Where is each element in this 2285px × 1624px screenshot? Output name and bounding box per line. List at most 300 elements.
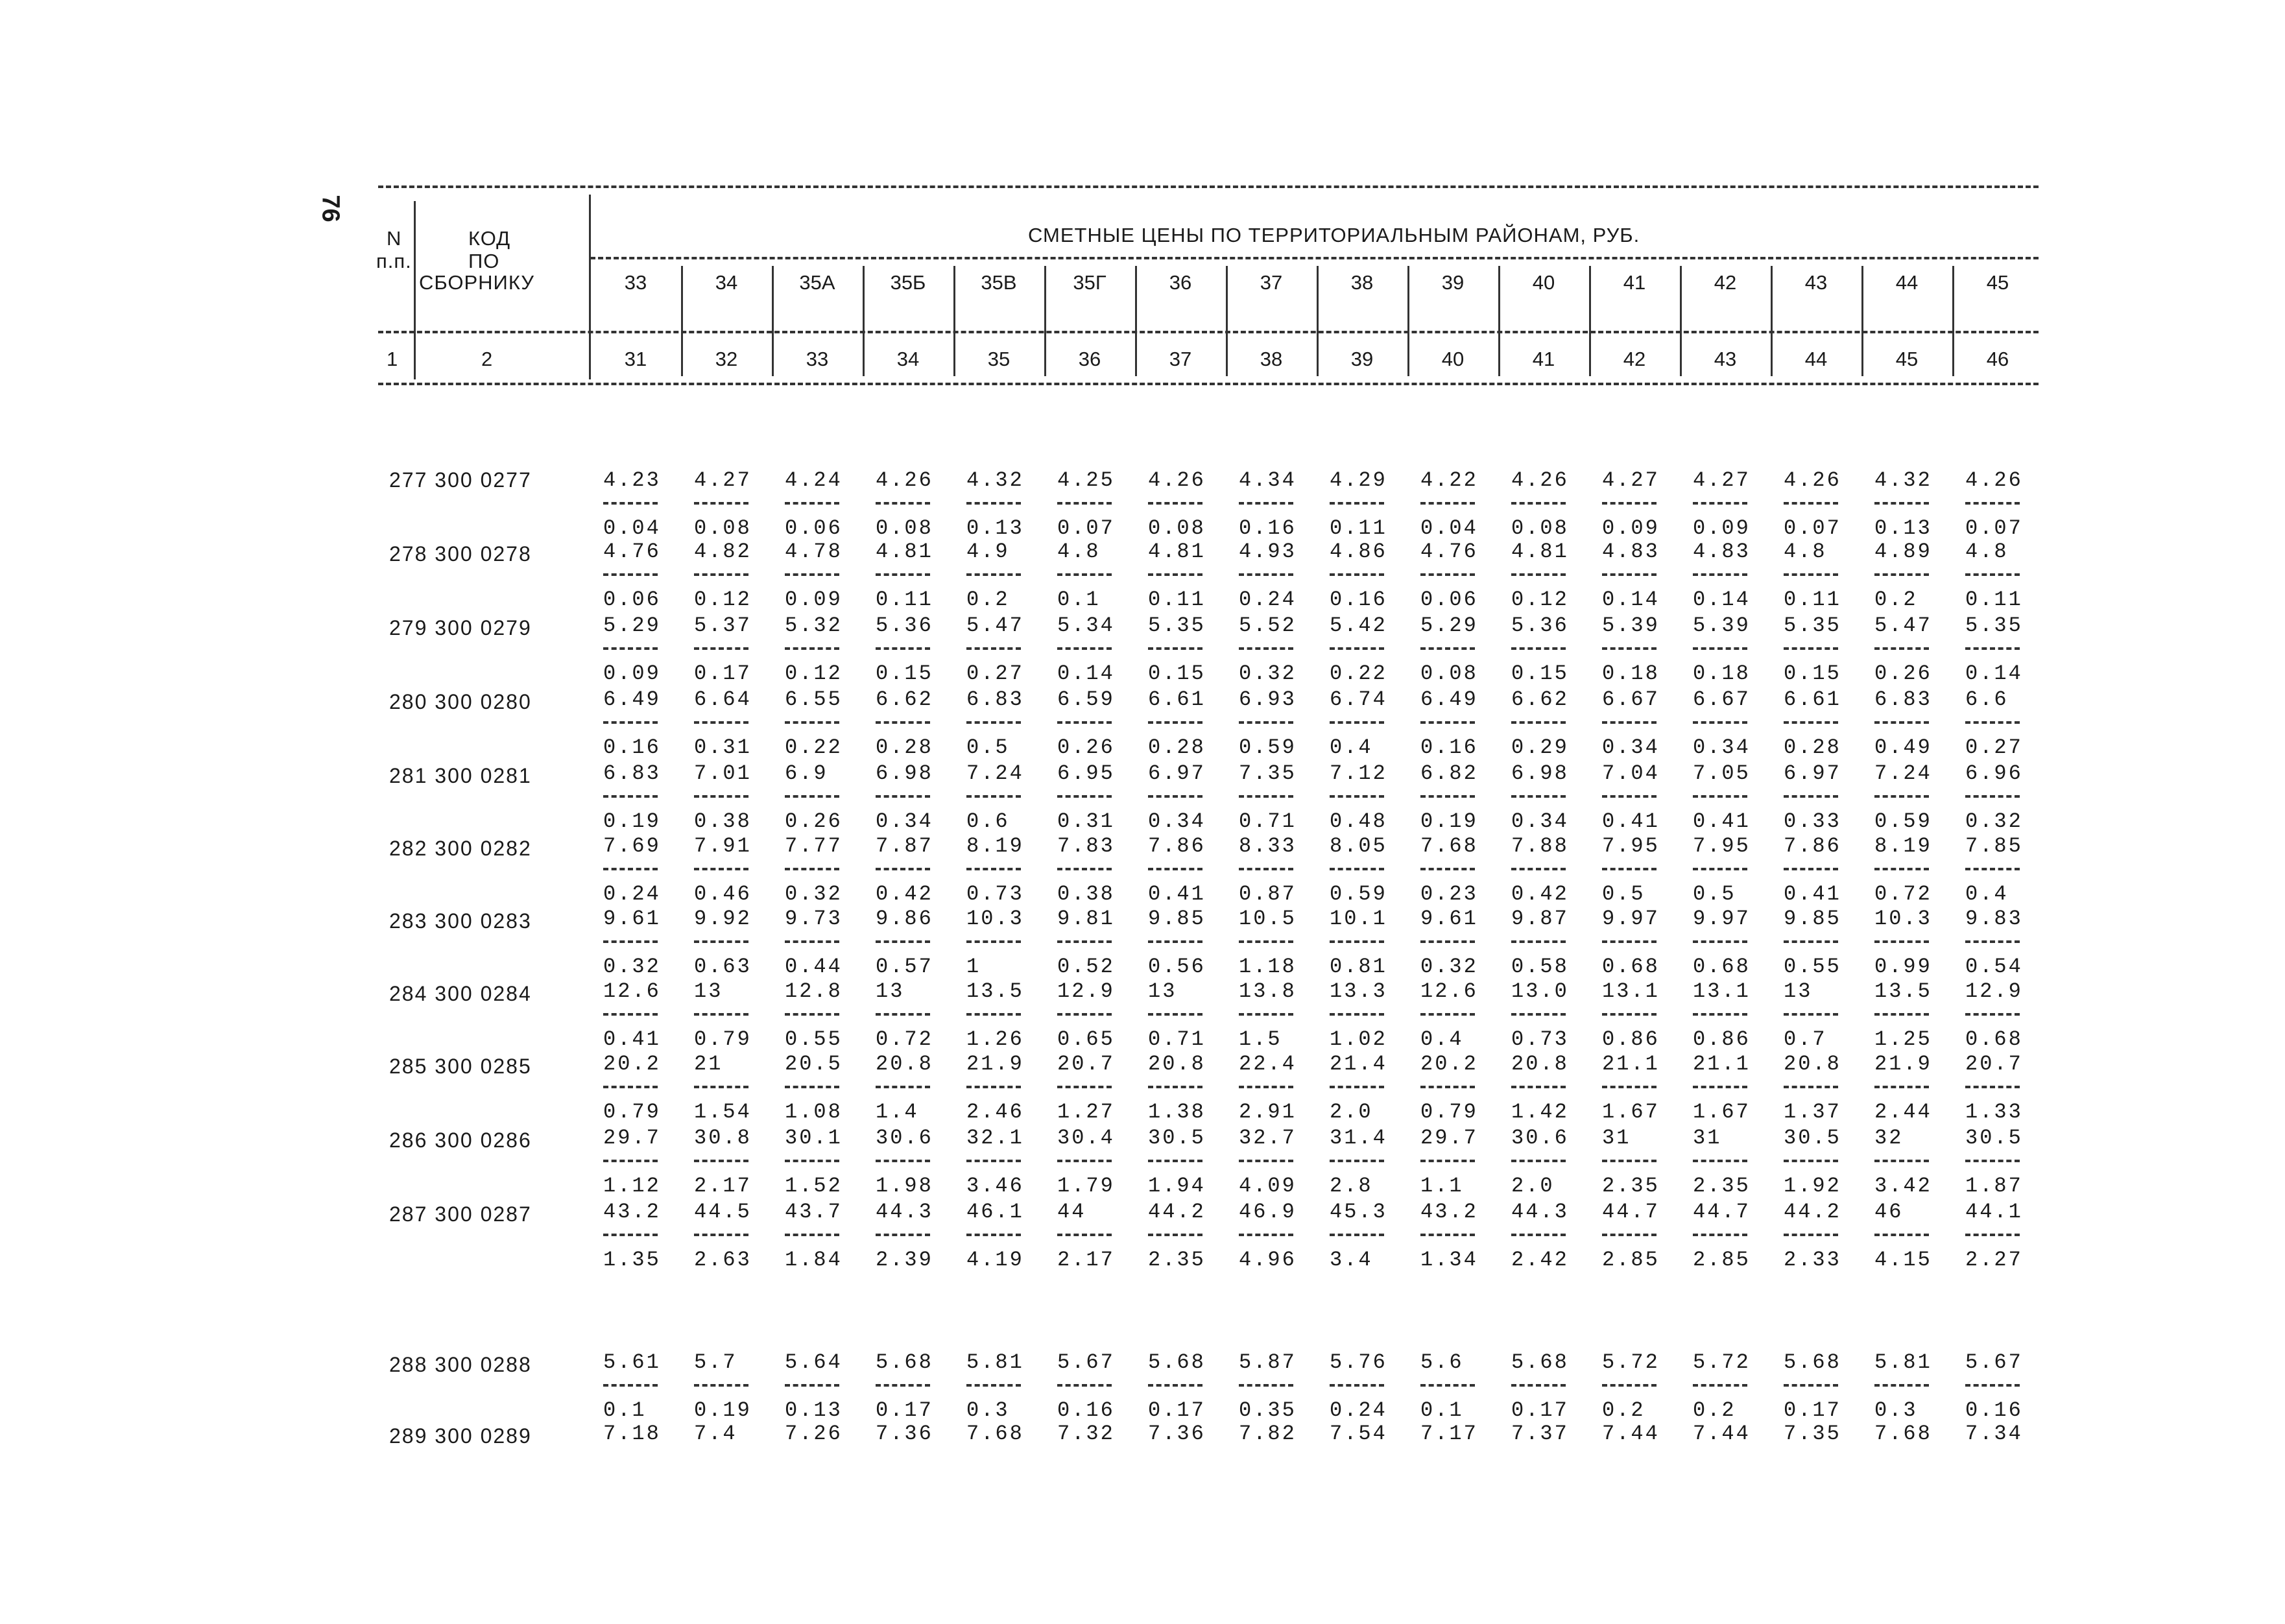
price-value: 5.39 bbox=[1602, 614, 1660, 638]
labor-value: 0.11 bbox=[1330, 516, 1387, 540]
fraction-rule bbox=[785, 1013, 839, 1016]
labor-value: 0.72 bbox=[876, 1027, 933, 1051]
fraction-rule bbox=[1511, 1160, 1566, 1162]
price-value: 7.05 bbox=[1693, 761, 1751, 785]
fraction-rule bbox=[1602, 1234, 1657, 1236]
labor-value: 0.09 bbox=[1693, 516, 1751, 540]
labor-value: 0.65 bbox=[1057, 1027, 1115, 1051]
price-value: 6.6 bbox=[1965, 687, 2009, 711]
price-value: 46 bbox=[1874, 1200, 1904, 1224]
fraction-rule bbox=[876, 1384, 930, 1387]
index-header-13: 43 bbox=[1714, 348, 1737, 370]
fraction-rule bbox=[1239, 1160, 1293, 1162]
labor-value: 0.71 bbox=[1239, 809, 1297, 833]
price-value: 7.95 bbox=[1693, 834, 1751, 858]
labor-value: 0.27 bbox=[966, 662, 1024, 686]
price-value: 7.04 bbox=[1602, 761, 1660, 785]
labor-value: 1.37 bbox=[1784, 1100, 1841, 1124]
labor-value: 0.17 bbox=[1148, 1398, 1206, 1422]
price-value: 7.35 bbox=[1784, 1422, 1841, 1446]
price-value: 7.77 bbox=[785, 834, 843, 858]
price-value: 21 bbox=[694, 1052, 723, 1076]
price-value: 43.7 bbox=[785, 1200, 843, 1224]
fraction-rule bbox=[876, 647, 930, 650]
labor-value: 1.54 bbox=[694, 1100, 752, 1124]
fraction-rule bbox=[1239, 868, 1293, 870]
fraction-rule bbox=[785, 940, 839, 943]
price-value: 12.9 bbox=[1965, 979, 2023, 1003]
price-value: 9.92 bbox=[694, 907, 752, 931]
labor-value: 0.32 bbox=[1965, 809, 2023, 833]
price-value: 5.36 bbox=[876, 614, 933, 638]
region-header-9: 38 bbox=[1350, 271, 1374, 294]
fraction-rule bbox=[1784, 1013, 1838, 1016]
fraction-rule bbox=[1057, 573, 1112, 576]
price-value: 21.4 bbox=[1330, 1052, 1387, 1076]
price-value: 7.24 bbox=[966, 761, 1024, 785]
labor-value: 0.2 bbox=[1874, 588, 1918, 612]
labor-value: 2.0 bbox=[1511, 1174, 1555, 1198]
price-value: 21.9 bbox=[1874, 1052, 1932, 1076]
labor-value: 0.12 bbox=[1511, 588, 1569, 612]
fraction-rule bbox=[1784, 1234, 1838, 1236]
fraction-rule bbox=[1602, 721, 1657, 724]
labor-value: 0.08 bbox=[1511, 516, 1569, 540]
region-header-1: 33 bbox=[624, 271, 647, 294]
price-value: 6.49 bbox=[603, 687, 661, 711]
price-value: 5.47 bbox=[966, 614, 1024, 638]
fraction-rule bbox=[1511, 647, 1566, 650]
labor-value: 0.33 bbox=[1784, 809, 1841, 833]
labor-value: 0.16 bbox=[1965, 1398, 2023, 1422]
price-value: 4.76 bbox=[1420, 540, 1478, 564]
price-value: 30.1 bbox=[785, 1126, 843, 1150]
fraction-rule bbox=[1239, 795, 1293, 798]
price-value: 6.49 bbox=[1420, 687, 1478, 711]
labor-value: 0.11 bbox=[1965, 588, 2023, 612]
price-value: 4.8 bbox=[1784, 540, 1827, 564]
row-code: 281 300 0281 bbox=[389, 764, 532, 787]
fraction-rule bbox=[1057, 1013, 1112, 1016]
price-value: 6.9 bbox=[785, 761, 828, 785]
fraction-rule bbox=[1693, 1160, 1747, 1162]
labor-value: 1.5 bbox=[1239, 1027, 1282, 1051]
row-code: 282 300 0282 bbox=[389, 837, 532, 860]
fraction-rule bbox=[1965, 868, 2020, 870]
labor-value: 0.79 bbox=[694, 1027, 752, 1051]
fraction-rule bbox=[603, 1160, 658, 1162]
price-value: 4.34 bbox=[1239, 468, 1297, 492]
fraction-rule bbox=[603, 647, 658, 650]
price-value: 9.85 bbox=[1784, 907, 1841, 931]
region-divider bbox=[772, 266, 774, 376]
price-value: 12.9 bbox=[1057, 979, 1115, 1003]
price-value: 32.7 bbox=[1239, 1126, 1297, 1150]
labor-value: 0.08 bbox=[1148, 516, 1206, 540]
fraction-rule bbox=[1420, 573, 1475, 576]
fraction-rule bbox=[785, 1086, 839, 1088]
fraction-rule bbox=[785, 868, 839, 870]
price-value: 6.67 bbox=[1602, 687, 1660, 711]
fraction-rule bbox=[1420, 1160, 1475, 1162]
fraction-rule bbox=[1693, 795, 1747, 798]
price-value: 13 bbox=[876, 979, 905, 1003]
price-value: 4.78 bbox=[785, 540, 843, 564]
price-value: 20.2 bbox=[603, 1052, 661, 1076]
price-value: 30.4 bbox=[1057, 1126, 1115, 1150]
fraction-rule bbox=[1420, 795, 1475, 798]
fraction-rule bbox=[1965, 721, 2020, 724]
labor-value: 0.34 bbox=[1148, 809, 1206, 833]
fraction-rule bbox=[1965, 1384, 2020, 1387]
labor-value: 0.79 bbox=[603, 1100, 661, 1124]
fraction-rule bbox=[603, 1234, 658, 1236]
labor-value: 1.52 bbox=[785, 1174, 843, 1198]
price-value: 7.26 bbox=[785, 1422, 843, 1446]
fraction-rule bbox=[603, 721, 658, 724]
fraction-rule bbox=[1511, 940, 1566, 943]
price-value: 4.29 bbox=[1330, 468, 1387, 492]
labor-value: 1.12 bbox=[603, 1174, 661, 1198]
labor-value: 4.96 bbox=[1239, 1248, 1297, 1272]
labor-value: 0.19 bbox=[603, 809, 661, 833]
header-pp: п.п. bbox=[376, 250, 412, 272]
fraction-rule bbox=[1784, 721, 1838, 724]
labor-value: 0.08 bbox=[1420, 662, 1478, 686]
fraction-rule bbox=[966, 721, 1021, 724]
region-divider bbox=[1952, 266, 1954, 376]
fraction-rule bbox=[1239, 1086, 1293, 1088]
labor-value: 2.91 bbox=[1239, 1100, 1297, 1124]
labor-value: 0.41 bbox=[1602, 809, 1660, 833]
price-value: 6.96 bbox=[1965, 761, 2023, 785]
price-value: 45.3 bbox=[1330, 1200, 1387, 1224]
fraction-rule bbox=[1693, 721, 1747, 724]
labor-value: 4.19 bbox=[966, 1248, 1024, 1272]
price-value: 4.26 bbox=[1965, 468, 2023, 492]
fraction-rule bbox=[966, 795, 1021, 798]
labor-value: 1.98 bbox=[876, 1174, 933, 1198]
fraction-rule bbox=[694, 721, 748, 724]
fraction-rule bbox=[966, 1160, 1021, 1162]
labor-value: 0.86 bbox=[1602, 1027, 1660, 1051]
fraction-rule bbox=[1511, 1086, 1566, 1088]
price-value: 5.64 bbox=[785, 1350, 843, 1374]
fraction-rule bbox=[1602, 940, 1657, 943]
fraction-rule bbox=[966, 940, 1021, 943]
labor-value: 1.4 bbox=[876, 1100, 919, 1124]
labor-value: 0.55 bbox=[785, 1027, 843, 1051]
labor-value: 1.02 bbox=[1330, 1027, 1387, 1051]
price-value: 32.1 bbox=[966, 1126, 1024, 1150]
price-value: 5.29 bbox=[603, 614, 661, 638]
labor-value: 0.87 bbox=[1239, 882, 1297, 906]
header-code-2: ПО bbox=[468, 250, 500, 272]
fraction-rule bbox=[694, 1013, 748, 1016]
price-value: 7.37 bbox=[1511, 1422, 1569, 1446]
price-value: 7.44 bbox=[1693, 1422, 1751, 1446]
fraction-rule bbox=[1148, 573, 1202, 576]
fraction-rule bbox=[1511, 868, 1566, 870]
price-value: 7.68 bbox=[1420, 834, 1478, 858]
labor-value: 0.14 bbox=[1965, 662, 2023, 686]
price-value: 6.83 bbox=[966, 687, 1024, 711]
labor-value: 1.35 bbox=[603, 1248, 661, 1272]
index-header-2: 32 bbox=[715, 348, 738, 370]
fraction-rule bbox=[1511, 1234, 1566, 1236]
price-value: 7.36 bbox=[876, 1422, 933, 1446]
fraction-rule bbox=[1693, 1013, 1747, 1016]
fraction-rule bbox=[876, 795, 930, 798]
labor-value: 0.55 bbox=[1784, 955, 1841, 979]
price-value: 4.27 bbox=[1693, 468, 1751, 492]
labor-value: 1.38 bbox=[1148, 1100, 1206, 1124]
row-code: 286 300 0286 bbox=[389, 1128, 532, 1152]
price-value: 6.59 bbox=[1057, 687, 1115, 711]
fraction-rule bbox=[1330, 502, 1384, 505]
price-value: 10.1 bbox=[1330, 907, 1387, 931]
labor-value: 0.16 bbox=[1420, 735, 1478, 759]
price-value: 6.97 bbox=[1784, 761, 1841, 785]
labor-value: 0.19 bbox=[694, 1398, 752, 1422]
price-value: 30.6 bbox=[876, 1126, 933, 1150]
fraction-rule bbox=[1420, 940, 1475, 943]
labor-value: 2.63 bbox=[694, 1248, 752, 1272]
region-divider bbox=[1680, 266, 1682, 376]
price-value: 9.87 bbox=[1511, 907, 1569, 931]
price-value: 6.82 bbox=[1420, 761, 1478, 785]
fraction-rule bbox=[603, 573, 658, 576]
labor-value: 2.46 bbox=[966, 1100, 1024, 1124]
fraction-rule bbox=[1148, 502, 1202, 505]
labor-value: 2.17 bbox=[694, 1174, 752, 1198]
region-divider bbox=[681, 266, 683, 376]
price-value: 12.8 bbox=[785, 979, 843, 1003]
price-value: 4.81 bbox=[1511, 540, 1569, 564]
row-code: 285 300 0285 bbox=[389, 1055, 532, 1078]
fraction-rule bbox=[1330, 1384, 1384, 1387]
region-header-7: 36 bbox=[1169, 271, 1192, 294]
fraction-rule bbox=[1420, 1384, 1475, 1387]
header-sub-rule bbox=[378, 331, 2039, 333]
price-value: 7.69 bbox=[603, 834, 661, 858]
price-value: 7.88 bbox=[1511, 834, 1569, 858]
labor-value: 0.07 bbox=[1965, 516, 2023, 540]
fraction-rule bbox=[603, 1384, 658, 1387]
labor-value: 0.16 bbox=[1239, 516, 1297, 540]
price-value: 29.7 bbox=[1420, 1126, 1478, 1150]
header-code-1: КОД bbox=[468, 227, 511, 250]
fraction-rule bbox=[1057, 721, 1112, 724]
labor-value: 0.32 bbox=[603, 955, 661, 979]
labor-value: 0.58 bbox=[1511, 955, 1569, 979]
price-value: 4.26 bbox=[1148, 468, 1206, 492]
labor-value: 0.73 bbox=[1511, 1027, 1569, 1051]
price-value: 4.22 bbox=[1420, 468, 1478, 492]
fraction-rule bbox=[1874, 1160, 1929, 1162]
labor-value: 0.4 bbox=[1965, 882, 2009, 906]
price-value: 9.61 bbox=[1420, 907, 1478, 931]
region-header-2: 34 bbox=[715, 271, 738, 294]
labor-value: 0.2 bbox=[1693, 1398, 1736, 1422]
labor-value: 2.85 bbox=[1602, 1248, 1660, 1272]
header-title: СМЕТНЫЕ ЦЕНЫ ПО ТЕРРИТОРИАЛЬНЫМ РАЙОНАМ, РУБ. bbox=[1028, 224, 1640, 246]
index-header-6: 36 bbox=[1078, 348, 1101, 370]
labor-value: 0.23 bbox=[1420, 882, 1478, 906]
labor-value: 0.49 bbox=[1874, 735, 1932, 759]
price-value: 4.26 bbox=[1784, 468, 1841, 492]
fraction-rule bbox=[1148, 721, 1202, 724]
price-value: 5.52 bbox=[1239, 614, 1297, 638]
fraction-rule bbox=[1057, 502, 1112, 505]
fraction-rule bbox=[1693, 573, 1747, 576]
labor-value: 0.17 bbox=[694, 662, 752, 686]
price-value: 13 bbox=[1148, 979, 1177, 1003]
labor-value: 0.22 bbox=[785, 735, 843, 759]
price-value: 21.1 bbox=[1693, 1052, 1751, 1076]
fraction-rule bbox=[1965, 1160, 2020, 1162]
labor-value: 0.7 bbox=[1784, 1027, 1827, 1051]
price-value: 7.24 bbox=[1874, 761, 1932, 785]
fraction-rule bbox=[694, 502, 748, 505]
price-value: 7.95 bbox=[1602, 834, 1660, 858]
fraction-rule bbox=[966, 1013, 1021, 1016]
fraction-rule bbox=[1239, 1384, 1293, 1387]
fraction-rule bbox=[1057, 1086, 1112, 1088]
labor-value: 0.26 bbox=[1874, 662, 1932, 686]
price-value: 7.82 bbox=[1239, 1422, 1297, 1446]
price-value: 7.17 bbox=[1420, 1422, 1478, 1446]
index-header-10: 40 bbox=[1441, 348, 1465, 370]
fraction-rule bbox=[876, 1160, 930, 1162]
labor-value: 0.09 bbox=[1602, 516, 1660, 540]
index-header-4: 34 bbox=[896, 348, 920, 370]
price-value: 13.5 bbox=[1874, 979, 1932, 1003]
fraction-rule bbox=[1784, 647, 1838, 650]
price-value: 13.8 bbox=[1239, 979, 1297, 1003]
price-value: 20.7 bbox=[1057, 1052, 1115, 1076]
region-divider bbox=[953, 266, 955, 376]
page-number: 76 bbox=[317, 195, 344, 222]
price-value: 8.05 bbox=[1330, 834, 1387, 858]
fraction-rule bbox=[876, 1013, 930, 1016]
labor-value: 0.86 bbox=[1693, 1027, 1751, 1051]
price-value: 12.6 bbox=[603, 979, 661, 1003]
fraction-rule bbox=[1602, 1086, 1657, 1088]
fraction-rule bbox=[876, 868, 930, 870]
labor-value: 1.08 bbox=[785, 1100, 843, 1124]
fraction-rule bbox=[1330, 1086, 1384, 1088]
labor-value: 1.67 bbox=[1602, 1100, 1660, 1124]
fraction-rule bbox=[1965, 573, 2020, 576]
labor-value: 4.15 bbox=[1874, 1248, 1932, 1272]
fraction-rule bbox=[1057, 868, 1112, 870]
price-value: 4.27 bbox=[1602, 468, 1660, 492]
header-index-2: 2 bbox=[481, 348, 494, 370]
price-value: 8.19 bbox=[1874, 834, 1932, 858]
fraction-rule bbox=[966, 573, 1021, 576]
fraction-rule bbox=[694, 868, 748, 870]
price-value: 46.1 bbox=[966, 1200, 1024, 1224]
price-value: 30.8 bbox=[694, 1126, 752, 1150]
price-value: 13 bbox=[1784, 979, 1813, 1003]
fraction-rule bbox=[603, 940, 658, 943]
fraction-rule bbox=[966, 1384, 1021, 1387]
fraction-rule bbox=[1239, 721, 1293, 724]
labor-value: 0.06 bbox=[603, 588, 661, 612]
price-value: 5.32 bbox=[785, 614, 843, 638]
labor-value: 0.22 bbox=[1330, 662, 1387, 686]
price-value: 7.32 bbox=[1057, 1422, 1115, 1446]
price-value: 6.64 bbox=[694, 687, 752, 711]
fraction-rule bbox=[785, 573, 839, 576]
row-code: 287 300 0287 bbox=[389, 1202, 532, 1226]
fraction-rule bbox=[1602, 647, 1657, 650]
fraction-rule bbox=[1511, 1013, 1566, 1016]
fraction-rule bbox=[1874, 940, 1929, 943]
fraction-rule bbox=[1330, 1160, 1384, 1162]
price-value: 9.73 bbox=[785, 907, 843, 931]
price-value: 13.1 bbox=[1693, 979, 1751, 1003]
fraction-rule bbox=[694, 647, 748, 650]
fraction-rule bbox=[1693, 502, 1747, 505]
fraction-rule bbox=[785, 1234, 839, 1236]
price-value: 4.83 bbox=[1693, 540, 1751, 564]
fraction-rule bbox=[1784, 573, 1838, 576]
labor-value: 0.18 bbox=[1602, 662, 1660, 686]
fraction-rule bbox=[1239, 573, 1293, 576]
region-divider bbox=[1861, 266, 1863, 376]
labor-value: 0.24 bbox=[1330, 1398, 1387, 1422]
fraction-rule bbox=[694, 1234, 748, 1236]
region-divider bbox=[1135, 266, 1137, 376]
region-header-6: 35Г bbox=[1073, 271, 1107, 294]
fraction-rule bbox=[1693, 1384, 1747, 1387]
labor-value: 0.16 bbox=[1057, 1398, 1115, 1422]
labor-value: 0.24 bbox=[603, 882, 661, 906]
index-header-14: 44 bbox=[1804, 348, 1828, 370]
price-value: 7.86 bbox=[1148, 834, 1206, 858]
price-value: 5.34 bbox=[1057, 614, 1115, 638]
fraction-rule bbox=[785, 721, 839, 724]
fraction-rule bbox=[603, 1013, 658, 1016]
price-value: 44.2 bbox=[1784, 1200, 1841, 1224]
fraction-rule bbox=[1602, 868, 1657, 870]
labor-value: 0.29 bbox=[1511, 735, 1569, 759]
labor-value: 0.27 bbox=[1965, 735, 2023, 759]
price-value: 13.0 bbox=[1511, 979, 1569, 1003]
fraction-rule bbox=[1965, 1013, 2020, 1016]
price-value: 4.32 bbox=[966, 468, 1024, 492]
price-value: 7.35 bbox=[1239, 761, 1297, 785]
labor-value: 0.2 bbox=[966, 588, 1010, 612]
fraction-rule bbox=[1239, 647, 1293, 650]
price-value: 6.98 bbox=[876, 761, 933, 785]
fraction-rule bbox=[1239, 502, 1293, 505]
price-value: 9.81 bbox=[1057, 907, 1115, 931]
price-value: 4.26 bbox=[876, 468, 933, 492]
labor-value: 0.48 bbox=[1330, 809, 1387, 833]
region-divider bbox=[1589, 266, 1591, 376]
fraction-rule bbox=[876, 502, 930, 505]
price-value: 7.36 bbox=[1148, 1422, 1206, 1446]
fraction-rule bbox=[1239, 940, 1293, 943]
labor-value: 0.57 bbox=[876, 955, 933, 979]
labor-value: 1.26 bbox=[966, 1027, 1024, 1051]
labor-value: 0.54 bbox=[1965, 955, 2023, 979]
labor-value: 0.04 bbox=[603, 516, 661, 540]
price-value: 6.55 bbox=[785, 687, 843, 711]
